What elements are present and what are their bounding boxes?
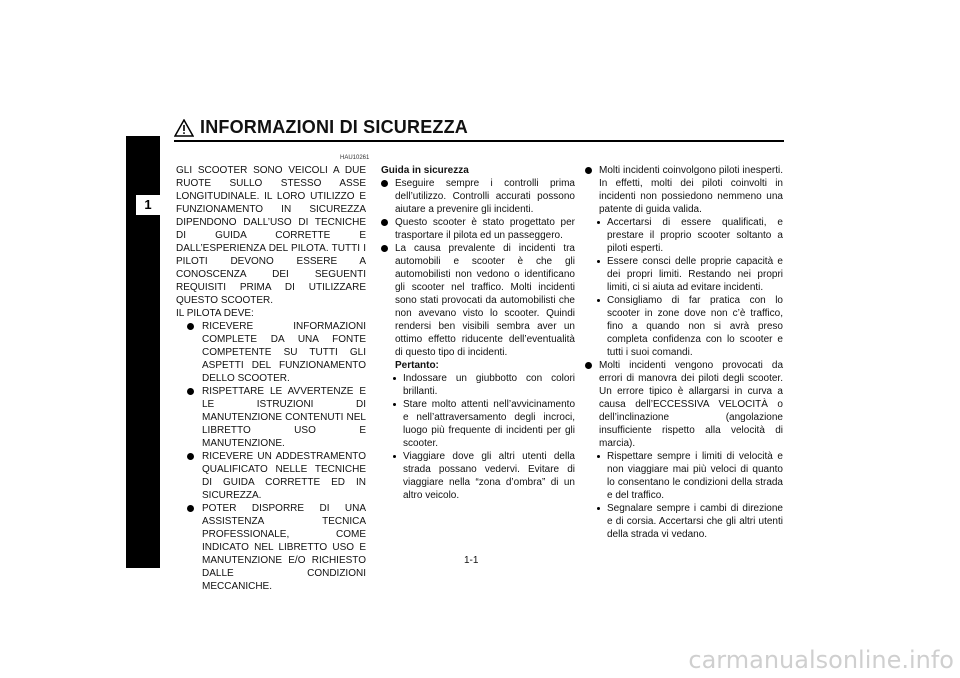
chapter-number: 1 (136, 195, 160, 215)
column-3 (585, 164, 783, 541)
list-item: La causa prevalente di incidenti tra automobili e scooter è che gli automobilisti non vedono o identificano gli scooter nel traffico. Molti incidenti sono stati provocati da automobilisti che non avevano visto lo scooter. Quindi rendersi ben visibili sembra aver un ottimo effetto riducente dell’eventualità di questo tipo di incidenti. (381, 242, 575, 359)
small-bullet-icon (393, 455, 396, 458)
list-item: Molti incidenti vengono provocati da errori di manovra dei piloti degli scooter. Un errore tipico è allargarsi in curva a causa dell’ECCESSIVA VELOCITÀ o dell’inclinazione (angolazione insufficiente rispetto alla velocità di marcia). (585, 359, 783, 450)
bullet-icon (187, 453, 194, 460)
page-title-text: INFORMAZIONI DI SICUREZZA (200, 117, 468, 137)
small-bullet-icon (393, 403, 396, 406)
sub-list-item: Essere consci delle proprie capacità e dei propri limiti. Restando nei propri limiti, ci si aiuta ad evitare incidenti. (585, 255, 783, 294)
sub-list-item: Viaggiare dove gli altri utenti della strada possano vedervi. Evitare di viaggiare nella “zona d’ombra” di un altro veicolo. (381, 450, 575, 502)
column-1 (176, 164, 366, 593)
bullet-icon (187, 388, 194, 395)
lead-text: IL PILOTA DEVE: (176, 308, 254, 319)
section-code: HAU10261 (340, 155, 370, 161)
list-item: Molti incidenti coinvolgono piloti inesperti. In effetti, molti dei piloti coinvolti in incidenti non possiedono nemmeno una patente di guida valida. (585, 164, 783, 216)
bullet-icon (381, 245, 388, 252)
sub-list-item: Stare molto attenti nell’avvicinamento e nell’attraversamento degli incroci, luogo più frequente di incidenti per gli scooter. (381, 398, 575, 450)
sub-list-item: Segnalare sempre i cambi di direzione e di corsia. Accertarsi che gli altri utenti della strada vi vedano. (585, 502, 783, 541)
bullet-icon (381, 219, 388, 226)
warning-icon (174, 119, 194, 137)
small-bullet-icon (393, 377, 396, 380)
section-heading: Guida in sicurezza (381, 165, 469, 176)
title-rule (174, 140, 784, 142)
small-bullet-icon (597, 507, 600, 510)
list-item: Eseguire sempre i controlli prima dell’utilizzo. Controlli accurati possono aiutare a prevenire gli incidenti. (381, 177, 575, 216)
small-bullet-icon (597, 260, 600, 263)
list-item: POTER DISPORRE DI UNA ASSISTENZA TECNICA PROFESSIONALE, COME INDICATO NEL LIBRETTO USO E MANUTENZIONE E/O RICHIESTO DALLE CONDIZIONI MECCANICHE. (176, 502, 366, 593)
list-item: Questo scooter è stato progettato per trasportare il pilota ed un passeggero. (381, 216, 575, 242)
list-item: RISPETTARE LE AVVERTENZE E LE ISTRUZIONI DI MANUTENZIONE CONTENUTI NEL LIBRETTO USO E MANUTENZIONE. (176, 385, 366, 450)
chapter-tab (126, 136, 160, 568)
small-bullet-icon (597, 299, 600, 302)
list-item: RICEVERE UN ADDESTRAMENTO QUALIFICATO NELLE TECNICHE DI GUIDA CORRETTE ED IN SICUREZZA. (176, 450, 366, 502)
bullet-icon (585, 167, 592, 174)
small-bullet-icon (597, 221, 600, 224)
intro-paragraph: GLI SCOOTER SONO VEICOLI A DUE RUOTE SULLO STESSO ASSE LONGITUDINALE. IL LORO UTILIZZO E FUNZIONAMENTO IN SICUREZZA DIPENDONO DALL’USO DI TECNICHE DI GUIDA CORRETTE E DALL’ESPERIENZA DEL PILOTA. TUTTI I PILOTI DEVONO ESSERE A CONOSCENZA DEI SEGUENTI REQUISITI PRIMA DI UTILIZZARE QUESTO SCOOTER. (176, 165, 366, 306)
list-item: RICEVERE INFORMAZIONI COMPLETE DA UNA FONTE COMPETENTE SU TUTTI GLI ASPETTI DEL FUNZIONAMENTO DELLO SCOOTER. (176, 320, 366, 385)
bullet-icon (585, 362, 592, 369)
bullet-icon (187, 505, 194, 512)
page-title (174, 117, 468, 138)
sub-list-item: Consigliamo di far pratica con lo scooter in zone dove non c’è traffico, fino a quando non si avrà preso completa confidenza con lo scooter e tutti i suoi comandi. (585, 294, 783, 359)
sub-list-item: Accertarsi di essere qualificati, e prestare il proprio scooter soltanto a piloti esperti. (585, 216, 783, 255)
sub-list-item: Indossare un giubbotto con colori brillanti. (381, 372, 575, 398)
page-number: 1-1 (464, 555, 479, 566)
sub-list-item: Rispettare sempre i limiti di velocità e non viaggiare mai più veloci di quanto lo consentano le condizioni della strada e del traffico. (585, 450, 783, 502)
bullet-icon (187, 323, 194, 330)
small-bullet-icon (597, 455, 600, 458)
sub-heading: Pertanto: (395, 360, 439, 371)
watermark: carmanualsonline.info (688, 646, 954, 674)
column-2 (381, 164, 575, 502)
bullet-icon (381, 180, 388, 187)
